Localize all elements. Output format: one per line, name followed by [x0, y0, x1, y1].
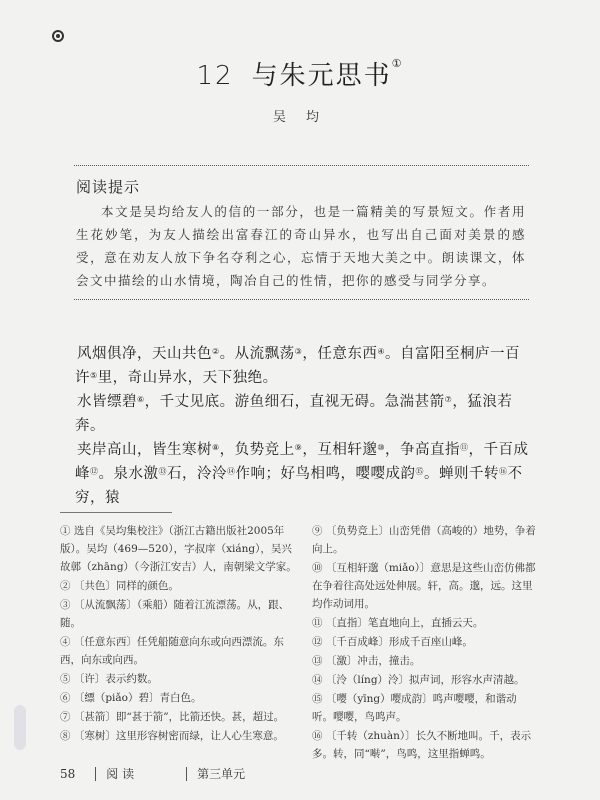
footnote-marker: ⑮ [415, 467, 424, 476]
footnote-marker: ⑨ [294, 443, 303, 452]
footnote: ⑭ 〔泠（líng）泠〕拟声词，形容水声清越。 [312, 674, 525, 686]
footnote-marker: ⑦ [444, 395, 453, 404]
page-number: 58 [60, 766, 76, 781]
text-segment: ，任意东西 [302, 346, 378, 362]
footnote: ⑮ 〔嘤（yīng）嘤成韵〕鸣声嘤嘤，和谐动听。嘤嘤，鸟鸣声。 [312, 693, 517, 723]
footer-separator [95, 767, 96, 781]
text-segment: ，猛浪若奔。 [75, 394, 513, 434]
text-segment: ，负势竞上 [219, 442, 295, 458]
footnote: ⑬ 〔激〕冲击，撞击。 [312, 655, 421, 667]
footnote-marker: ② [212, 347, 220, 356]
text-segment: 。泉水激 [98, 466, 159, 482]
footnote: ① 选自《吴均集校注》（浙江古籍出版社2005年版）。吴均（469—520），字叔庠（xiáng），吴兴故鄣（zhāng）（今浙江安吉）人，南朝梁文学家。 [60, 525, 297, 573]
text-segment: 水皆缥碧 [77, 394, 137, 410]
footnote: ④ 〔任意东西〕任凭船随意向东或向西漂流。东西，向东或向西。 [60, 636, 284, 666]
footnote: ⑥ 〔缥（piǎo）碧〕青白色。 [60, 692, 202, 704]
footer-section: 阅 读 [106, 767, 135, 781]
footnote: ⑦ 〔甚箭〕即“甚于箭”，比箭还快。甚，超过。 [60, 711, 285, 723]
main-paragraph [75, 342, 530, 390]
footnote: ⑤ 〔许〕表示约数。 [60, 673, 158, 685]
reading-tips-heading: 阅读提示 [76, 178, 141, 196]
text-segment: 夹岸高山，皆生寒树 [77, 442, 212, 458]
footnote: ③ 〔从流飘荡〕（乘船）随着江流漂荡。从，跟、随。 [60, 599, 290, 629]
footnote-marker: ⑫ [90, 467, 99, 476]
text-segment: 。自富阳至桐庐一百许 [75, 346, 521, 386]
main-paragraph [75, 390, 530, 438]
lesson-title-text: 与朱元思书 [251, 61, 392, 91]
author: 吴 均 [272, 110, 328, 125]
footnote-marker: ⑧ [212, 443, 220, 452]
footnote-rule [60, 512, 172, 513]
footnote: ⑫ 〔千百成峰〕形成千百座山峰。 [312, 636, 473, 648]
text-segment: 。蝉则千转 [424, 466, 499, 482]
text-segment: 风烟俱净，天山共色 [77, 346, 212, 362]
reading-tips-body: 本文是吴均给友人的信的一部分，也是一篇精美的写景短文。作者用生花妙笔，为友人描绘出富春江的奇山异水，也写出自己面对美景的感受，意在劝友人放下争名夺利之心，忘情于天地大美之中。朗读课文，体会文中描绘的山水情境，陶冶自己的性情，把你的感受与同学分享。 [76, 204, 526, 288]
text-segment: ，互相轩邈 [302, 442, 378, 458]
footnote-marker: ③ [294, 347, 303, 356]
footer-unit: 第三单元 [197, 767, 246, 781]
footnote-marker: ⑤ [90, 371, 98, 380]
footnote: ⑨ 〔负势竞上〕山峦凭借（高峻的）地势，争着向上。 [312, 525, 536, 555]
text-segment: 作响；好鸟相鸣，嘤嘤成韵 [235, 466, 416, 482]
dotted-divider-top [74, 165, 529, 166]
footnote-marker: ⑬ [158, 467, 167, 476]
text-segment: ，争高直指 [385, 442, 461, 458]
footnotes-left-column [60, 522, 300, 746]
footnote: ② 〔共色〕同样的颜色。 [60, 580, 179, 592]
text-segment: 不穷，猿 [75, 466, 523, 506]
text-segment: 。从流飘荡 [219, 346, 295, 362]
footer-separator [186, 767, 187, 781]
footnote-marker: ⑭ [227, 467, 236, 476]
footnotes-right-column [312, 522, 537, 764]
main-text [75, 342, 530, 510]
lesson-title [0, 55, 600, 92]
footnote: ⑯ 〔千转（zhuàn）〕长久不断地叫。千，表示多。转，同“啭”，鸟鸣，这里指蝉鸣。 [312, 730, 532, 760]
footnote: ⑩ 〔互相轩邈（miǎo）〕意思是这些山峦仿佛都在争着往高处远处伸展。轩，高。邈，远。这里均作动词用。 [312, 562, 536, 610]
footnote-marker: ⑥ [137, 395, 145, 404]
footnote: ⑧ 〔寒树〕这里形容树密而绿，让人心生寒意。 [60, 730, 284, 742]
page-footer [60, 765, 245, 782]
text-segment: 里，奇山异水，天下独绝。 [97, 370, 278, 386]
binding-mark [14, 705, 26, 750]
footnote: ⑪ 〔直指〕笔直地向上，直插云天。 [312, 617, 484, 629]
text-segment: ，千百成峰 [75, 442, 529, 482]
footnote-marker: ⑩ [377, 443, 386, 452]
lesson-number: 12 [196, 61, 234, 91]
main-paragraph [75, 438, 530, 510]
title-footnote-marker: ① [391, 57, 404, 70]
dotted-divider-bottom [74, 299, 529, 300]
footnote-marker: ⑯ [499, 467, 508, 476]
footnote-marker: ⑪ [460, 443, 469, 452]
text-segment: ，千丈见底。游鱼细石，直视无碍。急湍甚箭 [144, 394, 445, 410]
footnote-marker: ④ [377, 347, 386, 356]
text-segment: 石，泠泠 [167, 466, 227, 482]
corner-logo-icon [52, 30, 64, 42]
